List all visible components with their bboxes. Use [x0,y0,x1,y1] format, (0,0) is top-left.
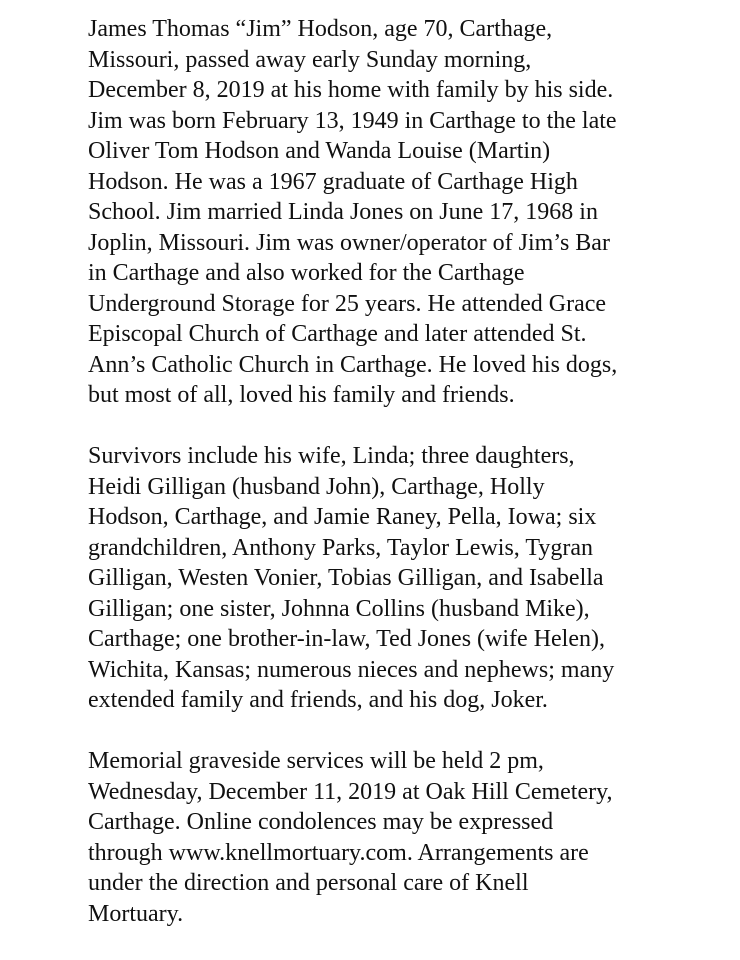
text-line: Wichita, Kansas; numerous nieces and nephews; many [88,656,615,683]
text-line: December 8, 2019 at his home with family by his side. [88,77,614,103]
text-line: Underground Storage for 25 years. He attended Grace [88,290,607,317]
text-line: grandchildren, Anthony Parks, Taylor Lewis, Tygran [88,534,593,561]
obituary-paragraph-survivors [88,441,728,716]
obituary-paragraph-services [88,746,728,929]
text-line: James Thomas “Jim” Hodson, age 70, Carthage, [88,16,553,42]
text-line: Carthage. Online condolences may be expressed [88,809,554,835]
obituary-paragraph-biography [88,14,728,411]
text-line: Jim was born February 13, 1949 in Carthage to the late [88,107,617,134]
text-line: through www.knellmortuary.com. Arrangements are [88,839,589,866]
text-line: but most of all, loved his family and friends. [88,382,515,408]
text-line: Gilligan, Westen Vonier, Tobias Gilligan, and Isabella [88,565,604,591]
text-line: School. Jim married Linda Jones on June 17, 1968 in [88,199,598,225]
text-line: Carthage; one brother-in-law, Ted Jones (wife Helen), [88,626,605,652]
text-line: Oliver Tom Hodson and Wanda Louise (Martin) [88,138,551,164]
text-line: Joplin, Missouri. Jim was owner/operator of Jim’s Bar [88,229,610,256]
text-line: Gilligan; one sister, Johnna Collins (husband Mike), [88,595,590,622]
text-line: Mortuary. [88,900,184,927]
text-line: Hodson. He was a 1967 graduate of Carthage High [88,168,578,195]
text-line: in Carthage and also worked for the Carthage [88,260,525,286]
text-line: Hodson, Carthage, and Jamie Raney, Pella, Iowa; six [88,504,597,530]
text-line: Memorial graveside services will be held 2 pm, [88,748,544,774]
text-line: Survivors include his wife, Linda; three daughters, [88,443,575,469]
text-line: Ann’s Catholic Church in Carthage. He loved his dogs, [88,351,618,378]
text-line: Missouri, passed away early Sunday morning, [88,46,532,73]
text-line: Wednesday, December 11, 2019 at Oak Hill Cemetery, [88,778,613,805]
text-line: extended family and friends, and his dog, Joker. [88,687,548,713]
obituary-document [88,14,728,960]
text-line: Heidi Gilligan (husband John), Carthage, Holly [88,473,545,500]
text-line: Episcopal Church of Carthage and later attended St. [88,321,587,347]
text-line: under the direction and personal care of Knell [88,870,529,896]
